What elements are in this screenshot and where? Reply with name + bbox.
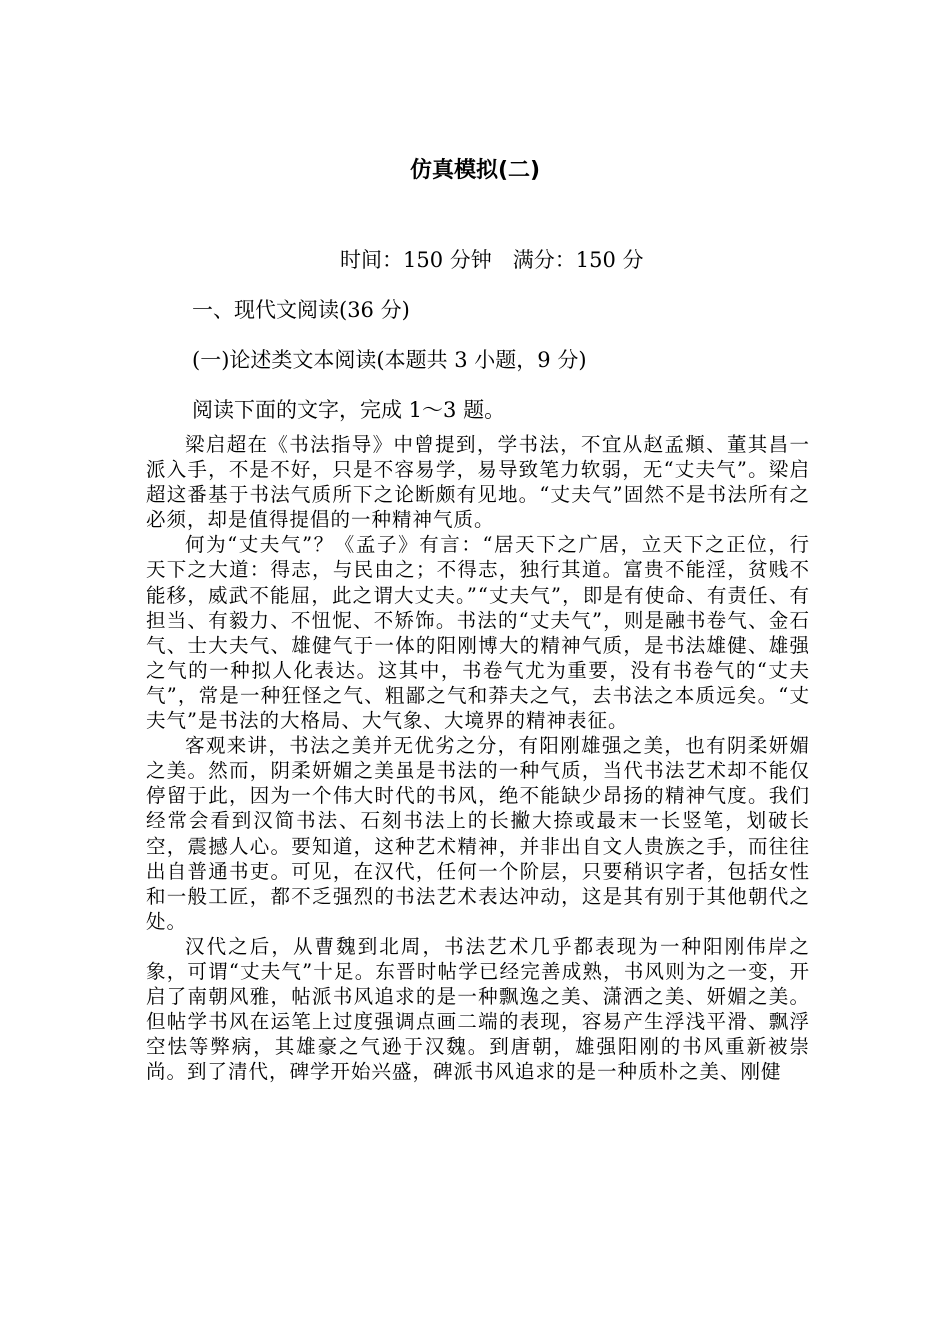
passage-body — [146, 432, 810, 1084]
page-title: 仿真模拟(二) — [409, 158, 541, 183]
exam-meta: 时间：150 分钟 满分：150 分 — [340, 248, 644, 272]
passage-paragraph-3: 客观来讲，书法之美并无优劣之分，有阳刚雄强之美，也有阴柔妍媚之美。然而，阴柔妍媚之美虽是书法的一种气质，当代书法艺术却不能仅停留于此，因为一个伟大时代的书风，绝不能缺少昂扬的精神气度。我们经常会看到汉简书法、石刻书法上的长撇大捺或最末一长竖笔，划破长空，震撼人心。要知道，这种艺术精神，并非出自文人贵族之手，而往往出自普通书吏。可见，在汉代，任何一个阶层，只要稍识字者，包括女性和一般工匠，都不乏强烈的书法艺术表达冲动，这是其有别于其他朝代之处。 — [146, 734, 810, 933]
passage-paragraph-4: 汉代之后，从曹魏到北周，书法艺术几乎都表现为一种阳刚伟岸之象，可谓“丈夫气”十足。东晋时帖学已经完善成熟，书风则为之一变，开启了南朝风雅，帖派书风追求的是一种飘逸之美、潇洒之美、妍媚之美。但帖学书风在运笔上过度强调点画二端的表现，容易产生浮浅平滑、飘浮空怯等弊病，其雄豪之气逊于汉魏。到唐朝，雄强阳刚的书风重新被崇尚。到了清代，碑学开始兴盛，碑派书风追求的是一种质朴之美、刚健 — [146, 934, 810, 1084]
subsection-heading: (一)论述类文本阅读(本题共 3 小题，9 分) — [192, 348, 587, 372]
section-heading: 一、现代文阅读(36 分) — [192, 298, 410, 322]
reading-instruction: 阅读下面的文字，完成 1～3 题。 — [192, 398, 506, 422]
passage-paragraph-2: 何为“丈夫气”？《孟子》有言：“居天下之广居，立天下之正位，行天下之大道：得志，与民由之；不得志，独行其道。富贵不能淫，贫贱不能移，威武不能屈，此之谓大丈夫。”“丈夫气”，即是有使命、有责任、有担当、有毅力、不忸怩、不矫饰。书法的“丈夫气”，则是融书卷气、金石气、士大夫气、雄健气于一体的阳刚博大的精神气质，是书法雄健、雄强之气的一种拟人化表达。这其中，书卷气尤为重要，没有书卷气的“丈夫气”，常是一种狂怪之气、粗鄙之气和莽夫之气，去书法之本质远矣。“丈夫气”是书法的大格局、大气象、大境界的精神表征。 — [146, 533, 810, 733]
passage-paragraph-1: 梁启超在《书法指导》中曾提到，学书法，不宜从赵孟頫、董其昌一派入手，不是不好，只是不容易学，易导致笔力软弱，无“丈夫气”。梁启超这番基于书法气质所下之论断颇有见地。“丈夫气”固然不是书法所有之必须，却是值得提倡的一种精神气质。 — [146, 433, 810, 532]
